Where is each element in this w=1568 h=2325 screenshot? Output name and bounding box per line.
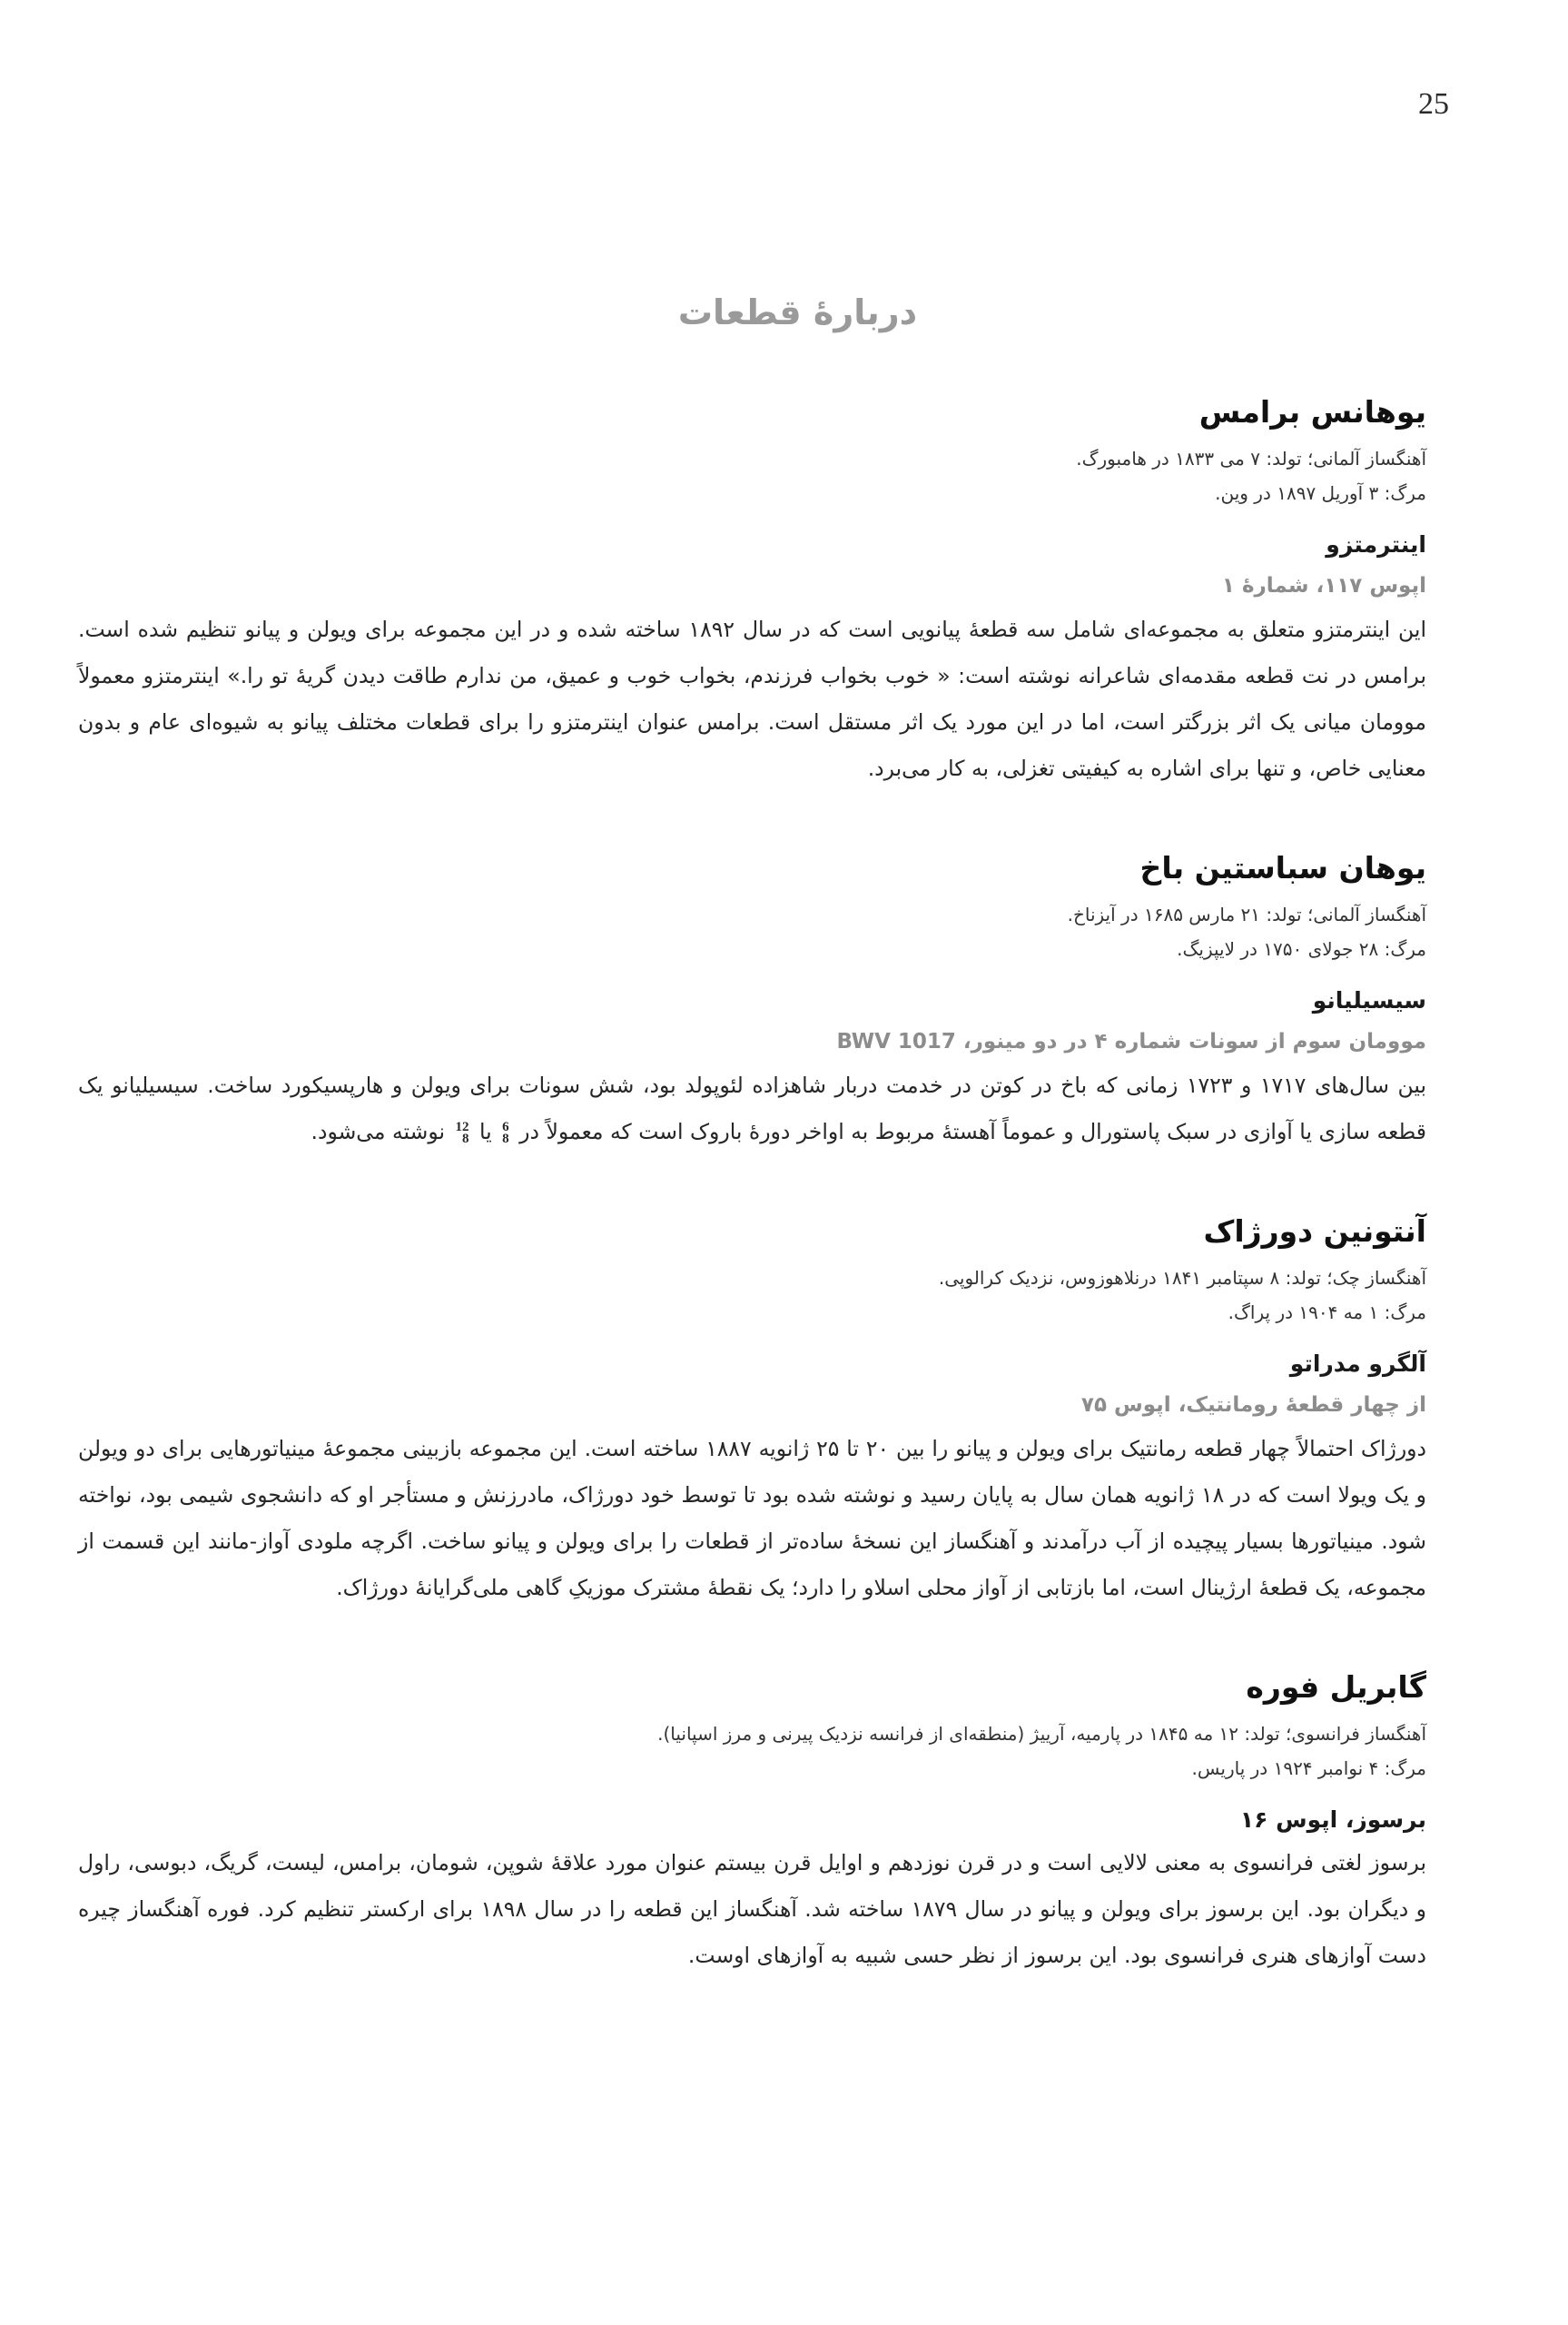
piece-title: اینترمتزو: [1326, 531, 1426, 558]
piece-subtitle: از چهار قطعهٔ رومانتیک، اپوس ۷۵: [1080, 1393, 1426, 1417]
piece-description-text: بین سال‌های ۱۷۱۷ و ۱۷۲۳ زمانی که باخ در کوتن در خدمت دربار شاهزاده لئوپولد بود، شش سونات برای ویولن و هارپسیکورد ساخت. سیسیلیانو یک قطعه سازی یا آوازی در سبک پاستورال و عموماً آهستهٔ مربوط به اواخر دورهٔ باروک است که معمولاً در: [78, 1073, 1426, 1144]
piece-description-or: یا: [478, 1119, 492, 1144]
piece-title: آلگرو مدراتو: [1289, 1350, 1426, 1377]
time-signature-12-8: [455, 1119, 469, 1146]
piece-description: دورژاک احتمالاً چهار قطعه رمانتیک برای ویولن و پیانو را بین ۲۰ تا ۲۵ ژانویه ۱۸۸۷ ساخته است. این مجموعه بازبینی مجموعهٔ مینیاتورهایی برای دو ویولن و یک ویولا است که در ۱۸ ژانویه همان سال به پایان رسید و نوشته شده بود تا توسط خود دورژاک، مادرزنش و مستأجر او که دانشجوی شیمی بود، نواخته شود. مینیاتورها بسیار پیچیده از آب درآمدند و آهنگساز این نسخهٔ ساده‌تر از قطعات را برای ویولن و پیانو ساخت. اگرچه ملودی آواز-مانند این قسمت از مجموعه، یک قطعهٔ ارژینال است، اما بازتابی از آواز محلی اسلاو را دارد؛ یک نقطهٔ مشترک موزیکِ گاهی ملی‌گرایانهٔ دورژاک.: [78, 1436, 1426, 1600]
composer-name: آنتونین دورژاک: [1203, 1213, 1426, 1249]
composer-birth: آهنگساز آلمانی؛ تولد: ۷ می ۱۸۳۳ در هامبورگ.: [1076, 448, 1426, 470]
composer-section-faure: [78, 1664, 1426, 1979]
piece-title: برسوز، اپوس ۱۶: [1239, 1806, 1426, 1833]
composer-birth: آهنگساز آلمانی؛ تولد: ۲۱ مارس ۱۶۸۵ در آیزناخ.: [1067, 904, 1426, 925]
composer-name: گابریل فوره: [1246, 1669, 1426, 1705]
page-number: 25: [1418, 87, 1449, 121]
composer-death: مرگ: ۳ آوریل ۱۸۹۷ در وین.: [1215, 482, 1426, 504]
composer-section-bach: [78, 845, 1426, 1155]
composer-section-dvorak: [78, 1208, 1426, 1611]
composer-section-brahms: [78, 389, 1426, 792]
composer-birth: آهنگساز چک؛ تولد: ۸ سپتامبر ۱۸۴۱ درنلاهوزوس، نزدیک کرالوپی.: [938, 1267, 1426, 1289]
meter-denominator: 8: [462, 1131, 469, 1146]
composer-death: مرگ: ۲۸ جولای ۱۷۵۰ در لایپزیگ.: [1177, 938, 1426, 960]
piece-description: این اینترمتزو متعلق به مجموعه‌ای شامل سه قطعهٔ پیانویی است که در سال ۱۸۹۲ ساخته شده و در این مجموعه برای ویولن و پیانو تنظیم شده است. برامس در نت قطعه مقدمه‌ای شاعرانه نوشته است: « خوب بخواب فرزندم، بخواب خوب و عمیق، من ندارم طاقت دیدن گریهٔ تو را.» اینترمتزو معمولاً موومان میانی یک اثر بزرگتر است، اما در این مورد یک اثر مستقل است. برامس عنوان اینترمتزو را برای قطعات مختلف پیانو به شیوه‌ای عام و بدون معنایی خاص، و تنها برای اشاره به کیفیتی تغزلی، به کار می‌برد.: [78, 617, 1427, 781]
composer-death: مرگ: ۱ مه ۱۹۰۴ در پراگ.: [1228, 1301, 1426, 1323]
piece-description: [78, 1063, 1426, 1155]
composer-list: [78, 389, 1426, 1979]
time-signature-6-8: [502, 1119, 509, 1146]
piece-subtitle: اپوس ۱۱۷، شمارهٔ ۱: [1221, 574, 1426, 598]
piece-title: سیسیلیانو: [1312, 987, 1426, 1014]
piece-subtitle: موومان سوم از سونات شماره ۴ در دو مینور، BWV 1017: [836, 1030, 1426, 1054]
meter-denominator: 8: [502, 1131, 509, 1146]
meter-numerator: 6: [502, 1119, 509, 1134]
composer-birth: آهنگساز فرانسوی؛ تولد: ۱۲ مه ۱۸۴۵ در پارمیه، آرییژ (منطقه‌ای از فرانسه نزدیک پیرنی و مرز اسپانیا).: [657, 1723, 1426, 1745]
composer-death: مرگ: ۴ نوامبر ۱۹۲۴ در پاریس.: [1191, 1757, 1426, 1779]
piece-description: برسوز لغتی فرانسوی به معنی لالایی است و در قرن نوزدهم و اوایل قرن بیستم عنوان مورد علاقهٔ شوپن، شومان، برامس، لیست، گریگ، دبوسی، راول و دیگران بود. این برسوز برای ویولن و پیانو در سال ۱۸۷۹ ساخته شد. آهنگساز این قطعه را در سال ۱۸۹۸ برای ارکستر تنظیم کرد. فوره آهنگساز چیره دست آوازهای هنری فرانسوی بود. این برسوز از نظر حسی شبیه به آوازهای اوست.: [78, 1850, 1426, 1968]
composer-name: یوهان سباستین باخ: [1139, 850, 1426, 885]
piece-description-end: نوشته می‌شود.: [311, 1119, 446, 1144]
section-title: دربارهٔ قطعات: [677, 292, 918, 332]
composer-name: یوهانس برامس: [1198, 394, 1426, 430]
meter-numerator: 12: [455, 1119, 469, 1134]
